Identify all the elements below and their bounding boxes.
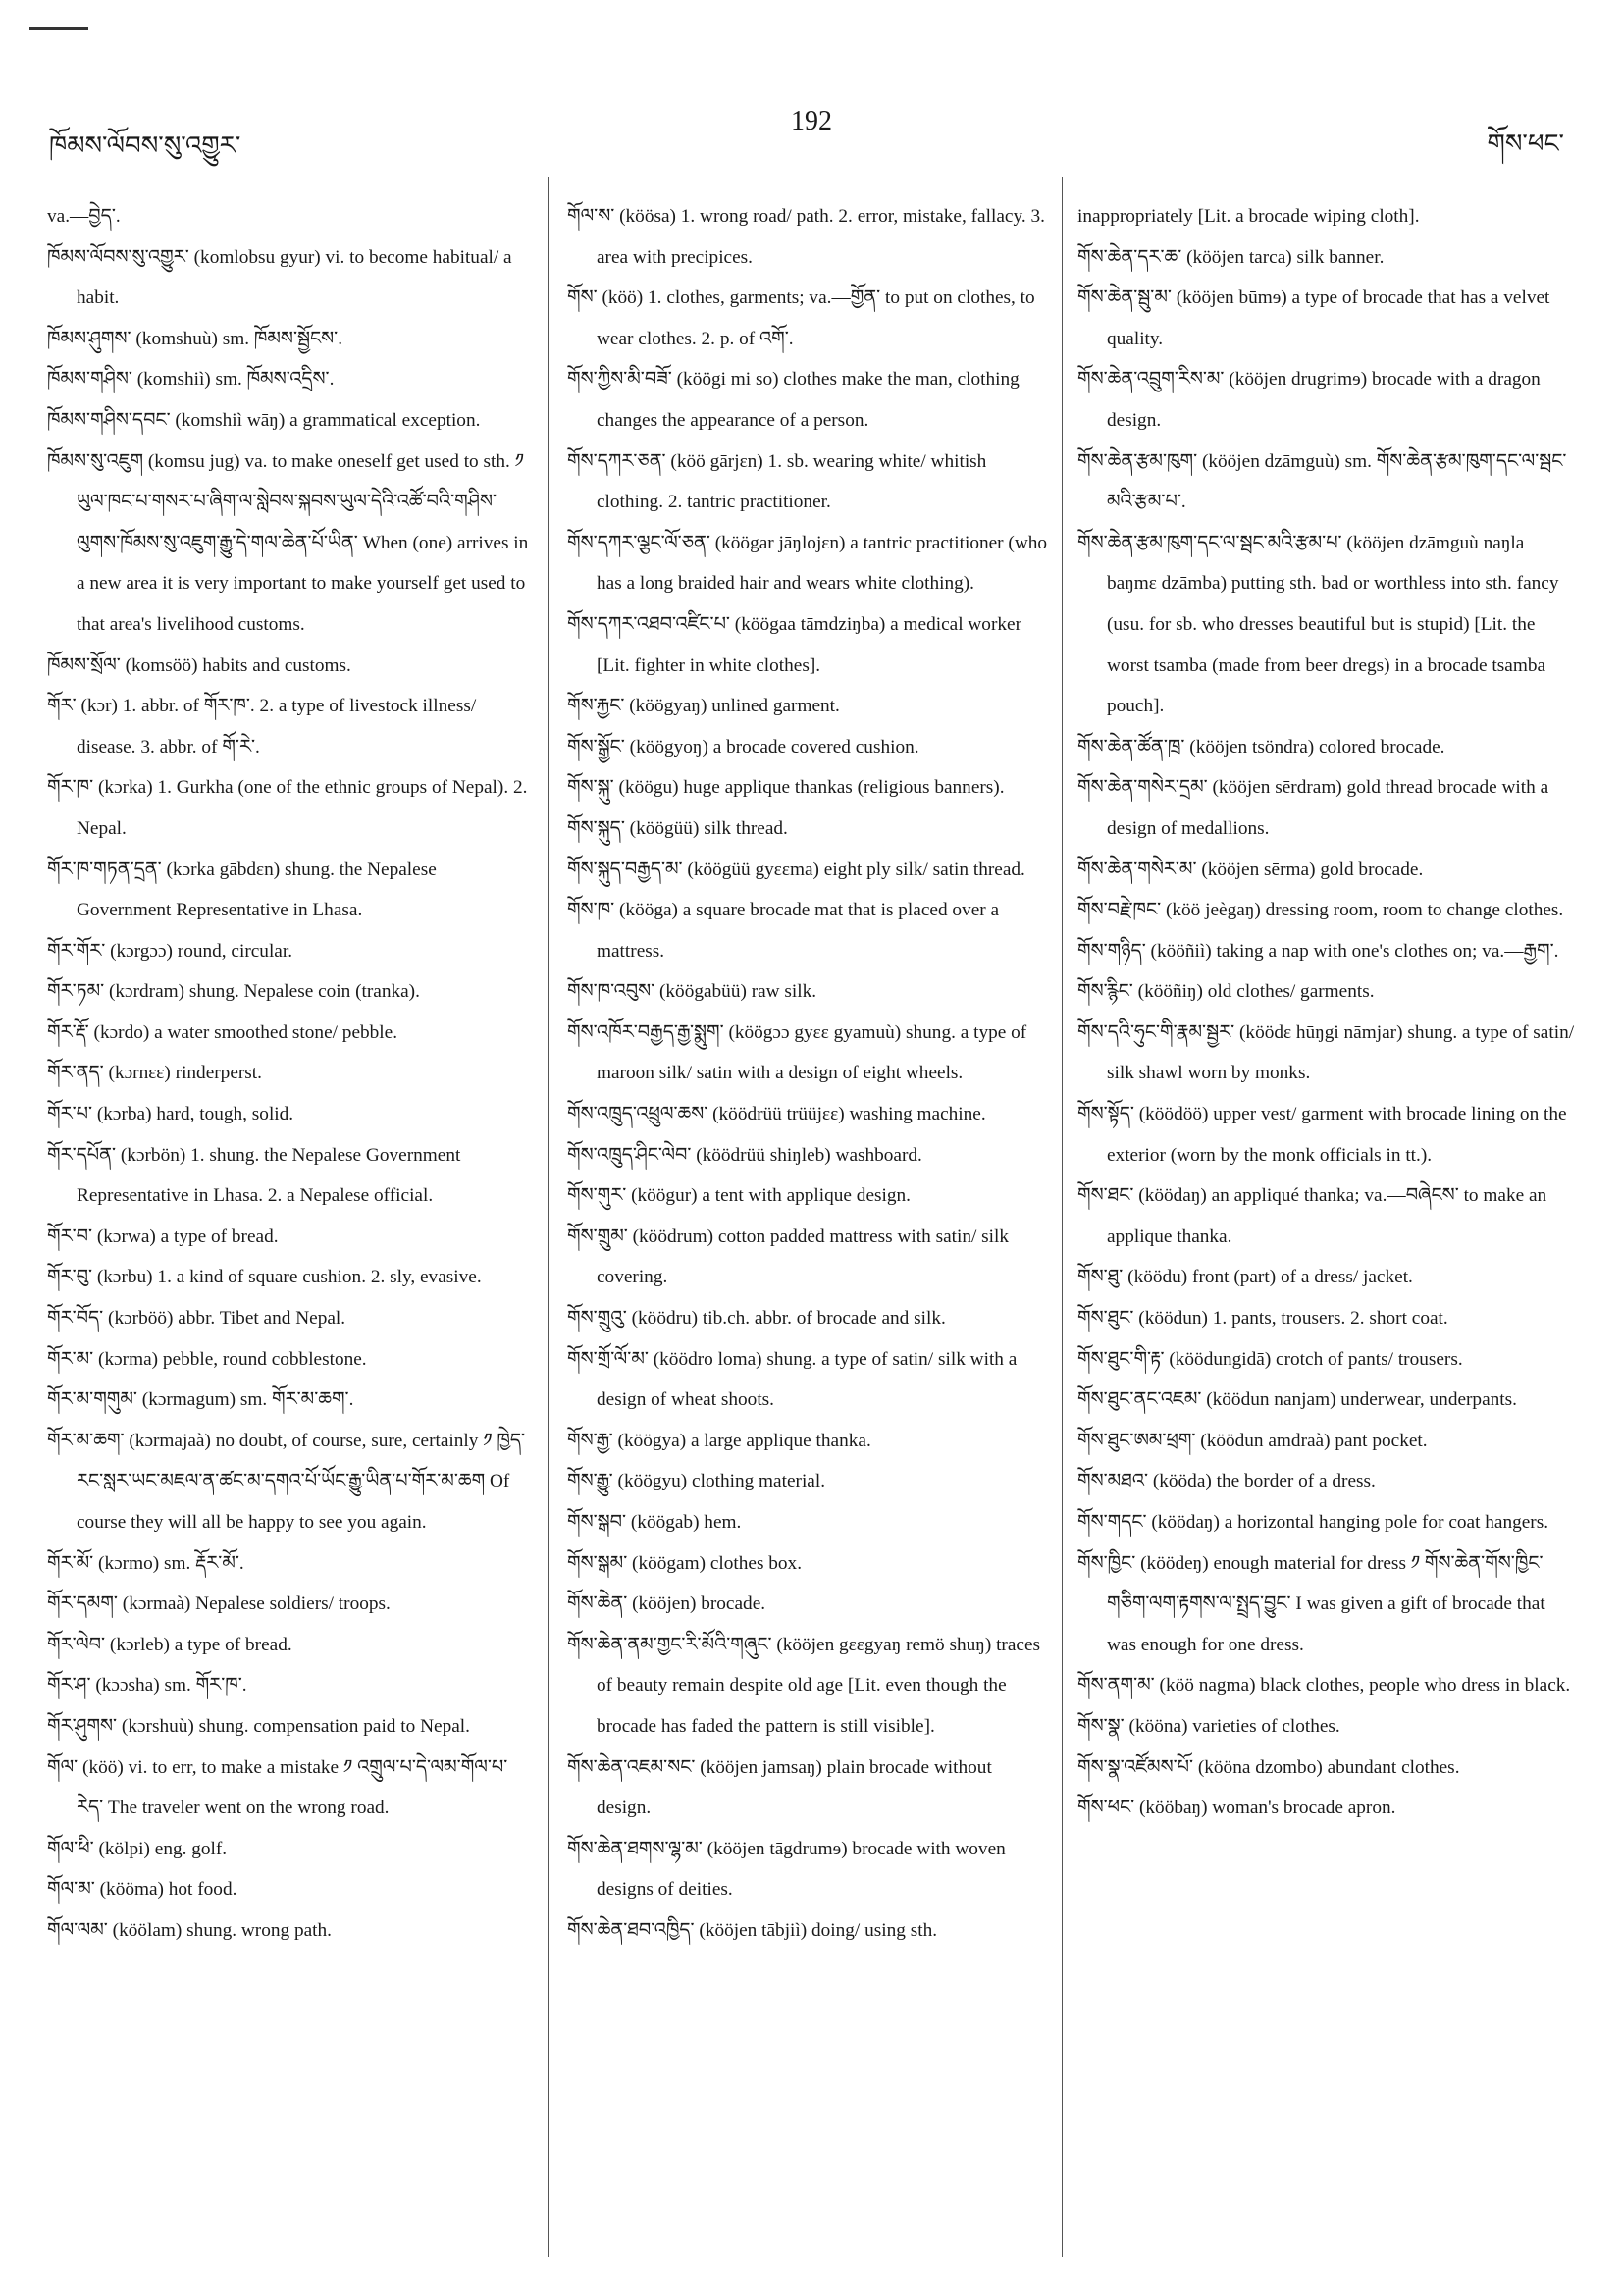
dictionary-entry: གོས་དཀར་ཅན་ (köö gārjɛn) 1. sb. wearing white/ whitish clothing. 2. tantric practitioner. xyxy=(567,450,987,513)
dictionary-entry: གོས་རྐྱང་ (köögyaŋ) unlined garment. xyxy=(567,696,840,717)
dictionary-entry: གོས་ཁྱིང་ (köödeŋ) enough material for dress ༡ གོས་ཆེན་གོས་ཁྱིང་གཅིག་ལག་རྟགས་ལ་སྤྲད་བྱུང་ I was given a gift of brocade that was enough for one dress. xyxy=(1077,1552,1545,1655)
dictionary-entry: གོས་ཁ་ (kööga) a square brocade mat that is placed over a mattress. xyxy=(567,900,1000,962)
dictionary-entry: གོས་ནག་མ་ (köö nagma) black clothes, people who dress in black. xyxy=(1077,1675,1571,1696)
dictionary-entry: གོར་མ་ (kɔrma) pebble, round cobblestone. xyxy=(47,1348,367,1370)
corner-mark xyxy=(29,27,88,30)
dictionary-entry: གོས་སྣ་འཛོམས་པོ་ (kööna dzombo) abundant clothes. xyxy=(1077,1756,1460,1778)
dictionary-entry: གོས་ཆེན་རྩམ་ཁུག་ (kööjen dzāmguù) sm. གོས་ཆེན་རྩམ་ཁུག་དང་ལ་སྦང་མའི་རྩམ་པ་. xyxy=(1077,450,1567,513)
dictionary-entry: གོས་སྣ་ (kööna) varieties of clothes. xyxy=(1077,1715,1340,1737)
dictionary-entry: གོར་ཁ་གཏན་དྲན་ (kɔrka gābdɛn) shung. the Nepalese Government Representative in Lhasa. xyxy=(47,859,437,921)
dictionary-entry: གོས་གཉིད་ (kööñiì) taking a nap with one's clothes on; va.—རྒྱག་. xyxy=(1077,940,1559,962)
dictionary-entry: ཁོམས་ལོབས་སུ་འགྱུར་ (komlobsu gyur) vi. to become habitual/ a habit. xyxy=(47,246,512,309)
column-2 xyxy=(567,196,1048,2247)
dictionary-entry: གོར་མོ་ (kɔrmo) sm. རྡོར་མོ་. xyxy=(47,1552,244,1574)
dictionary-entry: གོས་གདང་ (köödaŋ) a horizontal hanging pole for coat hangers. xyxy=(1077,1512,1549,1533)
dictionary-entry: གོས་དཀར་འཐབ་འཛིང་པ་ (köögaa tāmdziŋba) a medical worker [Lit. fighter in white clothes]. xyxy=(567,613,1021,676)
dictionary-entry: གོས་སྐུད་ (köögüü) silk thread. xyxy=(567,817,788,839)
dictionary-entry: inappropriately [Lit. a brocade wiping cloth]. xyxy=(1077,206,1420,227)
dictionary-entry: གོས་ཐུང་ནང་འཇམ་ (köödun nanjam) underwear, underpants. xyxy=(1077,1389,1517,1411)
dictionary-entry: གོས་གུར་ (köögur) a tent with applique design. xyxy=(567,1185,911,1207)
dictionary-entry: གོས་ཀྱིས་མི་བཟོ་ (köögi mi so) clothes make the man, clothing changes the appearance of a person. xyxy=(567,369,1020,431)
dictionary-entry: གོར་བོད་ (kɔrböö) abbr. Tibet and Nepal. xyxy=(47,1308,346,1330)
dictionary-entry: གོལ་ཕི་ (kölpi) eng. golf. xyxy=(47,1838,228,1859)
dictionary-entry: གོར་ཤུགས་ (kɔrshuù) shung. compensation paid to Nepal. xyxy=(47,1715,470,1737)
dictionary-entry: གོས་ཐུང་ཨམ་ཕྲག་ (köödun āmdraà) pant pocket. xyxy=(1077,1430,1428,1451)
dictionary-entry: གོས་འཁྲུད་འཕྲུལ་ཆས་ (köödrüü trüüjɛɛ) washing machine. xyxy=(567,1104,986,1125)
dictionary-entry: གོས་གྲུམ་ (köödrum) cotton padded mattress with satin/ silk covering. xyxy=(567,1226,1010,1288)
dictionary-entry: གོས་ཆེན་ནམ་གྱང་རི་མོའི་གཞུང་ (kööjen gɛɛgyaŋ remö shuŋ) traces of beauty remain despite old age [Lit. even though the brocade has faded the pattern is still visible]. xyxy=(567,1634,1041,1737)
dictionary-entry: ཁོམས་གཤིས་དབང་ (komshiì wāŋ) a grammatical exception. xyxy=(47,409,481,431)
dictionary-entry: གོས་ཐང་ (köödaŋ) an appliqué thanka; va.—བཞེངས་ to make an applique thanka. xyxy=(1077,1185,1547,1247)
dictionary-entry: གོས་དཀར་ལྕང་ལོ་ཅན་ (köögar jāŋlojɛn) a tantric practitioner (who has a long braided hair and wears white clothing). xyxy=(567,532,1048,595)
dictionary-entry: ཁོམས་སྲོལ་ (komsöö) habits and customs. xyxy=(47,654,351,676)
dictionary-entry: གོར་དཔོན་ (kɔrbön) 1. shung. the Nepalese Government Representative in Lhasa. 2. a Nepalese official. xyxy=(47,1144,461,1207)
dictionary-entry: གོས་རྒྱ་ (köögya) a large applique thanka. xyxy=(567,1430,871,1451)
dictionary-entry: གོས་ཆེན་འཇམ་སང་ (kööjen jamsaŋ) plain brocade without design. xyxy=(567,1756,992,1819)
dictionary-entry: གོས་ཆེན་དར་ཆ་ (kööjen tarca) silk banner. xyxy=(1077,246,1385,268)
dictionary-entry: གོས་ཆེན་འབྲུག་རིས་མ་ (kööjen drugrimɘ) brocade with a dragon design. xyxy=(1077,369,1541,431)
dictionary-entry: གོས་སྟོད་ (köödöö) upper vest/ garment with brocade lining on the exterior (worn by the monk officials in tt.). xyxy=(1077,1104,1567,1166)
dictionary-entry: གོར་ཁ་ (kɔrka) 1. Gurkha (one of the ethnic groups of Nepal). 2. Nepal. xyxy=(47,777,528,839)
dictionary-entry: ཁོམས་སུ་འཇུག (komsu jug) va. to make oneself get used to sth. ༡ ཡུལ་ཁང་པ་གསར་པ་ཞིག་ལ་སླེབས་སྐབས་ཡུལ་དེའི་འཚོ་བའི་གཤིས་ལུགས་ཁོམས་སུ་འཇུག་རྒྱུ་དེ་གལ་ཆེན་པོ་ཡིན་ When (one) arrives in a new area it is very important to make yourself get used to that area's livelihood customs. xyxy=(47,450,529,635)
dictionary-entry: གོས་ (köö) 1. clothes, garments; va.—གྱོན་ to put on clothes, to wear clothes. 2. p. of འགོ་. xyxy=(567,287,1035,349)
column-3 xyxy=(1077,196,1576,2247)
dictionary-entry: གོར་ནད་ (kɔrnɛɛ) rinderperst. xyxy=(47,1063,262,1084)
dictionary-entry: གོས་ཐུ་ (köödu) front (part) of a dress/ jacket. xyxy=(1077,1267,1413,1288)
dictionary-entry: གོས་སྐུད་བརྒྱད་མ་ (köögüü gyɛɛma) eight ply silk/ satin thread. xyxy=(567,859,1025,880)
dictionary-entry: གོར་མ་ཆག་ (kɔrmajaà) no doubt, of course, sure, certainly ༡ ཁྱེད་རང་སླར་ཡང་མཇལ་ན་ཚང་མ་དགའ་པོ་ཡོང་རྒྱུ་ཡིན་པ་གོར་མ་ཆག Of course they will all be happy to see you again. xyxy=(47,1430,526,1533)
dictionary-entry: གོས་འཁྲུད་ཤིང་ལེབ་ (köödrüü shiŋleb) washboard. xyxy=(567,1144,922,1166)
dictionary-entry: གོས་ཆེན་ཐགས་ལྷ་མ་ (kööjen tāgdrumɘ) brocade with woven designs of deities. xyxy=(567,1838,1006,1901)
dictionary-entry: གོར་ཏམ་ (kɔrdram) shung. Nepalese coin (tranka). xyxy=(47,981,420,1003)
dictionary-entry: གོས་ཐུང་གི་རྟ་ (köödungidā) crotch of pants/ trousers. xyxy=(1077,1348,1463,1370)
dictionary-entry: གོས་སྒམ་ (köögam) clothes box. xyxy=(567,1552,803,1574)
dictionary-entry: གོར་དམག་ (kɔrmaà) Nepalese soldiers/ troops. xyxy=(47,1593,391,1615)
dictionary-entry: གོལ་ལམ་ (köölam) shung. wrong path. xyxy=(47,1919,332,1941)
dictionary-entry: གོར་ (kɔr) 1. abbr. of གོར་ཁ་. 2. a type of livestock illness/ disease. 3. abbr. of གོ་རེ་. xyxy=(47,696,477,757)
dictionary-entry: གོས་ཆེན་རྩམ་ཁུག་དང་ལ་སྦང་མའི་རྩམ་པ་ (kööjen dzāmguù naŋla baŋmɛ dzāmba) putting sth. bad or worthless into sth. fancy (usu. for sb. who dresses beautiful but is stupid) [Lit. the worst tsamba (made from beer dregs) in a brocade tsamba pouch]. xyxy=(1077,532,1559,717)
dictionary-entry: གོས་དའི་ཧུང་གི་རྣམ་སྦྱར་ (köödɛ hūŋgi nāmjar) shung. a type of satin/ silk shawl worn by monks. xyxy=(1077,1021,1575,1084)
dictionary-entry: གོས་མཐའ་ (kööda) the border of a dress. xyxy=(1077,1471,1376,1492)
dictionary-entry: གོས་བརྗེ་ཁང་ (köö jeègaŋ) dressing room, room to change clothes. xyxy=(1077,900,1564,921)
dictionary-entry: གོས་འཁོར་བརྒྱད་རྒྱ་སྨུག་ (köögɔɔ gyɛɛ gyamuù) shung. a type of maroon silk/ satin with a design of eight wheels. xyxy=(567,1021,1027,1084)
dictionary-entry: གོས་ཆེན་ (kööjen) brocade. xyxy=(567,1593,766,1615)
dictionary-entry: གོལ་ (köö) vi. to err, to make a mistake ༡ འགྲུལ་པ་དེ་ལམ་གོལ་པ་རེད་ The traveler went on the wrong road. xyxy=(47,1756,508,1819)
header-left-headword: ཁོམས་ལོབས་སུ་འགྱུར་ xyxy=(49,131,241,160)
dictionary-entry: གོས་སྒབ་ (köögab) hem. xyxy=(567,1512,742,1533)
dictionary-entry: གོས་སྒྱོང་ (köögyoŋ) a brocade covered cushion. xyxy=(567,736,919,757)
dictionary-entry: གོས་ཆེན་གསེར་དྲམ་ (kööjen sērdram) gold thread brocade with a design of medallions. xyxy=(1077,777,1549,839)
dictionary-entry: གོས་ཁ་འབུས་ (köögabüü) raw silk. xyxy=(567,981,817,1003)
dictionary-entry: va.—བྱེད་. xyxy=(47,206,121,227)
dictionary-entry: གོས་ཐུང་ (köödun) 1. pants, trousers. 2. short coat. xyxy=(1077,1308,1448,1330)
dictionary-entry: གོས་གྲོ་ལོ་མ་ (köödro loma) shung. a type of satin/ silk with a design of wheat shoots. xyxy=(567,1348,1018,1411)
dictionary-entry: ཁོམས་གཤིས་ (komshiì) sm. ཁོམས་འདྲིས་. xyxy=(47,369,335,391)
dictionary-entry: གོར་རྡོ་ (kɔrdo) a water smoothed stone/ pebble. xyxy=(47,1021,398,1043)
dictionary-entry: གོར་བུ་ (kɔrbu) 1. a kind of square cushion. 2. sly, evasive. xyxy=(47,1267,482,1288)
dictionary-entry: གོར་པ་ (kɔrba) hard, tough, solid. xyxy=(47,1104,294,1125)
dictionary-entry: གོས་ཆེན་ཚོན་ཁྲ་ (kööjen tsöndra) colored brocade. xyxy=(1077,736,1445,757)
dictionary-entry: གོས་རྙིང་ (kööñiŋ) old clothes/ garments. xyxy=(1077,981,1375,1003)
dictionary-entry: གོས་ཆེན་སྦུ་མ་ (kööjen būmɘ) a type of brocade that has a velvet quality. xyxy=(1077,287,1550,349)
dictionary-entry: གོར་བ་ (kɔrwa) a type of bread. xyxy=(47,1226,279,1247)
dictionary-entry: གོར་གོར་ (kɔrgɔɔ) round, circular. xyxy=(47,940,293,962)
dictionary-entry: ཁོམས་ཤུགས་ (komshuù) sm. ཁོམས་སྦྱོངས་. xyxy=(47,328,343,349)
column-1 xyxy=(47,196,530,2247)
page-number: 192 xyxy=(791,106,832,136)
dictionary-entry: གོས་སྐུ་ (köögu) huge applique thankas (religious banners). xyxy=(567,777,1005,799)
dictionary-entry: གོས་ཆེན་གསེར་མ་ (kööjen sērma) gold brocade. xyxy=(1077,859,1424,880)
dictionary-entry: གོར་ལེབ་ (kɔrleb) a type of bread. xyxy=(47,1634,292,1655)
column-divider xyxy=(548,177,549,2257)
column-divider xyxy=(1062,177,1063,2257)
header-right-headword: གོས་ཕང་ xyxy=(1487,130,1564,158)
dictionary-entry: གོས་རྒྱུ་ (köögyu) clothing material. xyxy=(567,1471,826,1492)
dictionary-entry: གོལ་ས་ (köösa) 1. wrong road/ path. 2. error, mistake, fallacy. 3. area with precipices. xyxy=(567,206,1045,268)
dictionary-entry: གོས་ཕང་ (kööbaŋ) woman's brocade apron. xyxy=(1077,1798,1396,1819)
dictionary-entry: གོལ་མ་ (kööma) hot food. xyxy=(47,1879,237,1901)
dictionary-entry: གོས་ཆེན་ཐབ་འཁྱིད་ (kööjen tābjiì) doing/ using sth. xyxy=(567,1919,938,1941)
dictionary-entry: གོས་གྲུའུ་ (köödru) tib.ch. abbr. of brocade and silk. xyxy=(567,1308,946,1330)
dictionary-entry: གོར་མ་གགུམ་ (kɔrmagum) sm. གོར་མ་ཆག་. xyxy=(47,1389,354,1411)
dictionary-entry: གོར་ཤ་ (kɔɔsha) sm. གོར་ཁ་. xyxy=(47,1675,247,1696)
